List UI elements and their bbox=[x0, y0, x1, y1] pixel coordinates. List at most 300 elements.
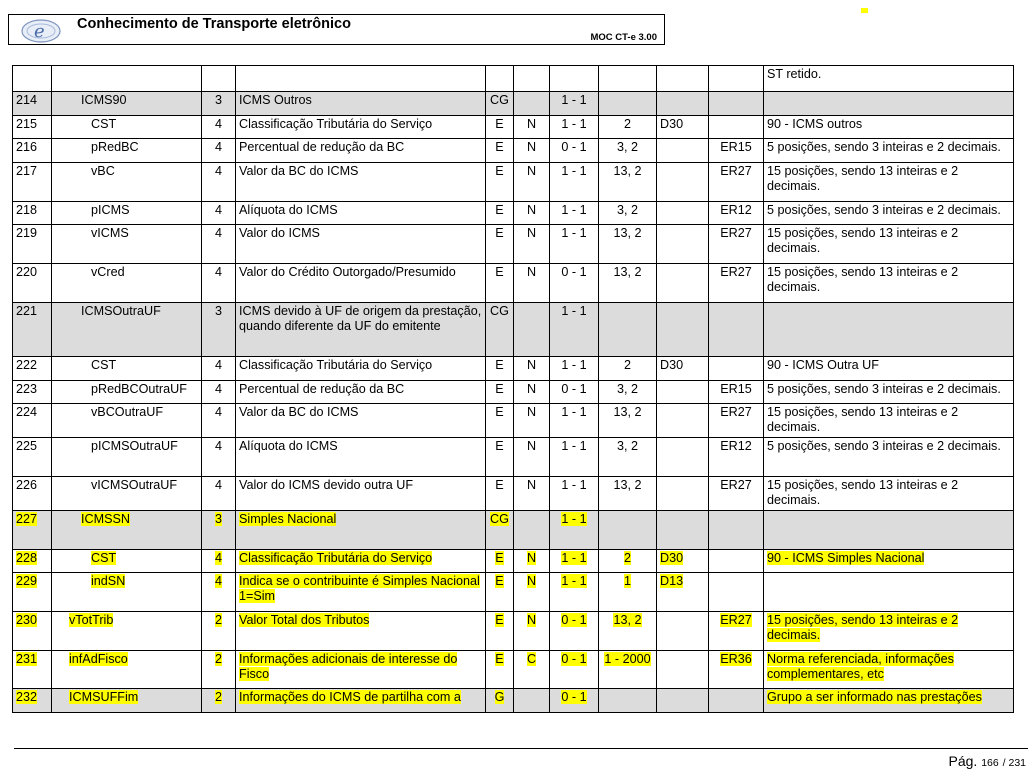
cell-occurrence bbox=[550, 115, 599, 139]
cell-size bbox=[599, 66, 657, 92]
cell-field-name-text: indSN bbox=[91, 574, 126, 589]
cell-domain bbox=[657, 650, 709, 689]
cell-element-text: CG bbox=[490, 93, 509, 107]
table-row bbox=[13, 380, 1014, 404]
cell-type bbox=[514, 264, 550, 303]
cell-field-name-text: vTotTrib bbox=[69, 612, 114, 627]
cell-element bbox=[486, 356, 514, 380]
cell-number-text: 222 bbox=[16, 357, 38, 372]
cell-number-text: 220 bbox=[16, 265, 38, 280]
cell-occurrence bbox=[550, 163, 599, 202]
table-row bbox=[13, 650, 1014, 689]
cell-element-text: CG bbox=[490, 303, 509, 318]
cell-level bbox=[202, 356, 236, 380]
cell-level bbox=[202, 549, 236, 573]
cell-observation-text: 15 posições, sendo 13 inteiras e 2 decimais. bbox=[767, 226, 959, 256]
cell-type-text: N bbox=[526, 381, 537, 396]
cell-number bbox=[13, 611, 52, 650]
table-row bbox=[13, 115, 1014, 139]
cell-element-text: E bbox=[495, 439, 504, 454]
cell-element-text: E bbox=[495, 357, 504, 372]
cell-rule-text: ER27 bbox=[720, 226, 752, 241]
cell-rule bbox=[709, 163, 764, 202]
cell-description bbox=[236, 438, 486, 477]
cell-rule bbox=[709, 356, 764, 380]
cell-number bbox=[13, 356, 52, 380]
cell-number bbox=[13, 264, 52, 303]
cell-field-name-text: ICMS90 bbox=[81, 93, 127, 107]
cell-number bbox=[13, 115, 52, 139]
cell-element-text: E bbox=[495, 612, 504, 627]
cell-size-text: 2 bbox=[623, 550, 631, 565]
cell-rule-text: ER36 bbox=[720, 651, 752, 666]
cell-observation bbox=[764, 201, 1014, 225]
cell-size bbox=[599, 404, 657, 438]
cell-number bbox=[13, 404, 52, 438]
cell-level-text: 4 bbox=[214, 226, 222, 241]
cell-level-text: 4 bbox=[214, 477, 222, 492]
cell-domain bbox=[657, 356, 709, 380]
cell-description-text: Informações do ICMS de partilha com a bbox=[239, 690, 461, 705]
cell-occurrence bbox=[550, 573, 599, 612]
cell-field-name-text: pICMS bbox=[91, 202, 130, 217]
cell-field-name-text: CST bbox=[91, 550, 117, 565]
cell-occurrence bbox=[550, 404, 599, 438]
cell-field-name bbox=[52, 115, 202, 139]
cell-size bbox=[599, 438, 657, 477]
cell-size bbox=[599, 573, 657, 612]
cell-occurrence-text: 1 - 1 bbox=[561, 202, 587, 217]
cell-element bbox=[486, 476, 514, 510]
cell-field-name bbox=[52, 510, 202, 549]
cell-description bbox=[236, 201, 486, 225]
cell-description-text: Percentual de redução da BC bbox=[239, 140, 405, 155]
cell-level-text: 4 bbox=[214, 140, 222, 155]
table-row bbox=[13, 611, 1014, 650]
cell-description bbox=[236, 356, 486, 380]
cell-occurrence bbox=[550, 650, 599, 689]
cell-level bbox=[202, 689, 236, 713]
cell-rule bbox=[709, 139, 764, 163]
cell-number-text: 227 bbox=[16, 511, 38, 526]
cell-rule bbox=[709, 225, 764, 264]
cell-type-text: N bbox=[526, 265, 537, 280]
cell-description bbox=[236, 611, 486, 650]
cell-description bbox=[236, 689, 486, 713]
cell-element-text: E bbox=[495, 477, 504, 492]
cell-occurrence-text: 0 - 1 bbox=[561, 690, 587, 705]
cell-domain bbox=[657, 404, 709, 438]
cell-type-text: N bbox=[526, 357, 537, 372]
cell-occurrence-text: 0 - 1 bbox=[561, 651, 587, 666]
footer-divider bbox=[14, 748, 1028, 749]
cell-field-name bbox=[52, 92, 202, 116]
cell-level bbox=[202, 264, 236, 303]
cell-field-name-text: infAdFisco bbox=[69, 651, 128, 666]
cell-domain-text: D30 bbox=[660, 550, 684, 565]
cell-rule bbox=[709, 650, 764, 689]
cell-occurrence bbox=[550, 689, 599, 713]
cell-domain bbox=[657, 380, 709, 404]
cell-observation bbox=[764, 650, 1014, 689]
cell-description-text: Valor da BC do ICMS bbox=[239, 164, 359, 179]
cell-domain bbox=[657, 549, 709, 573]
cell-level-text: 3 bbox=[214, 93, 222, 107]
cell-field-name-text: pICMSOutraUF bbox=[91, 439, 178, 454]
cell-domain bbox=[657, 201, 709, 225]
cell-occurrence bbox=[550, 66, 599, 92]
cell-description-text: Alíquota do ICMS bbox=[239, 202, 338, 217]
cell-type bbox=[514, 573, 550, 612]
cell-occurrence-text: 1 - 1 bbox=[561, 574, 587, 589]
cell-number-text: 229 bbox=[16, 574, 38, 589]
cell-description-text: Classificação Tributária do Serviço bbox=[239, 357, 433, 372]
cell-observation-text: 5 posições, sendo 3 inteiras e 2 decimais. bbox=[767, 202, 1001, 217]
cell-description bbox=[236, 510, 486, 549]
cell-size-text: 13, 2 bbox=[613, 265, 642, 280]
cell-element bbox=[486, 139, 514, 163]
cell-element bbox=[486, 115, 514, 139]
cell-description bbox=[236, 139, 486, 163]
cell-occurrence-text: 1 - 1 bbox=[561, 550, 587, 565]
cell-occurrence-text: 0 - 1 bbox=[561, 381, 587, 396]
cell-occurrence-text: 1 - 1 bbox=[561, 477, 587, 492]
cell-occurrence bbox=[550, 139, 599, 163]
cell-type bbox=[514, 302, 550, 356]
cell-size bbox=[599, 201, 657, 225]
page-footer bbox=[949, 753, 1026, 769]
cell-element bbox=[486, 225, 514, 264]
cell-description bbox=[236, 302, 486, 356]
cell-observation-text: 5 posições, sendo 3 inteiras e 2 decimais. bbox=[767, 381, 1001, 396]
cell-description-text: Simples Nacional bbox=[239, 511, 337, 526]
page-total: / 231 bbox=[1002, 757, 1026, 769]
cell-size-text: 1 bbox=[623, 574, 631, 589]
cell-field-name bbox=[52, 476, 202, 510]
cell-size-text: 13, 2 bbox=[613, 164, 642, 179]
cell-field-name bbox=[52, 549, 202, 573]
cell-number-text: 216 bbox=[16, 140, 38, 155]
cell-level bbox=[202, 92, 236, 116]
cell-rule bbox=[709, 404, 764, 438]
cell-element bbox=[486, 438, 514, 477]
cell-type-text: N bbox=[526, 202, 537, 217]
cell-element-text: E bbox=[495, 405, 504, 420]
cell-level bbox=[202, 201, 236, 225]
cell-observation bbox=[764, 163, 1014, 202]
cell-domain bbox=[657, 264, 709, 303]
cell-number bbox=[13, 476, 52, 510]
cell-number bbox=[13, 438, 52, 477]
cell-type bbox=[514, 139, 550, 163]
cell-level bbox=[202, 225, 236, 264]
cell-element-text: E bbox=[495, 574, 504, 589]
cell-size-text: 1 - 2000 bbox=[604, 651, 651, 666]
cell-size bbox=[599, 264, 657, 303]
cell-field-name bbox=[52, 264, 202, 303]
cell-occurrence-text: 1 - 1 bbox=[561, 116, 587, 131]
cell-rule-text: ER15 bbox=[720, 381, 752, 396]
cell-number bbox=[13, 380, 52, 404]
cell-occurrence-text: 1 - 1 bbox=[561, 405, 587, 420]
cell-element bbox=[486, 573, 514, 612]
cell-observation bbox=[764, 510, 1014, 549]
cell-field-name bbox=[52, 356, 202, 380]
cell-rule-text: ER27 bbox=[720, 164, 752, 179]
cell-type bbox=[514, 650, 550, 689]
cell-number-text: 231 bbox=[16, 651, 38, 666]
cell-description-text: Percentual de redução da BC bbox=[239, 381, 405, 396]
cell-description bbox=[236, 549, 486, 573]
cell-level-text: 4 bbox=[214, 381, 222, 396]
cell-type bbox=[514, 689, 550, 713]
cell-occurrence-text: 1 - 1 bbox=[561, 164, 587, 179]
cell-observation bbox=[764, 380, 1014, 404]
table-row bbox=[13, 510, 1014, 549]
cell-occurrence-text: 1 - 1 bbox=[561, 511, 587, 526]
cell-rule bbox=[709, 380, 764, 404]
cell-number-text: 221 bbox=[16, 303, 38, 318]
cell-element-text: E bbox=[495, 381, 504, 396]
cell-number-text: 219 bbox=[16, 226, 38, 241]
cell-element-text: E bbox=[495, 550, 504, 565]
table-row bbox=[13, 302, 1014, 356]
cell-element bbox=[486, 302, 514, 356]
cell-level-text: 4 bbox=[214, 265, 222, 280]
table-row bbox=[13, 139, 1014, 163]
cell-observation bbox=[764, 302, 1014, 356]
cell-field-name bbox=[52, 380, 202, 404]
cell-rule-text: ER12 bbox=[720, 439, 752, 454]
cell-field-name-text: vCred bbox=[91, 265, 125, 280]
cell-level bbox=[202, 163, 236, 202]
cell-occurrence bbox=[550, 356, 599, 380]
cell-size bbox=[599, 302, 657, 356]
cell-size bbox=[599, 225, 657, 264]
cell-type bbox=[514, 549, 550, 573]
cell-domain-text: D30 bbox=[660, 357, 684, 372]
cell-field-name bbox=[52, 66, 202, 92]
cell-observation bbox=[764, 264, 1014, 303]
cell-observation bbox=[764, 92, 1014, 116]
cell-type-text: N bbox=[526, 405, 537, 420]
cell-number-text: 224 bbox=[16, 405, 38, 420]
cell-occurrence-text: 1 - 1 bbox=[561, 93, 587, 107]
cell-level bbox=[202, 476, 236, 510]
table-row bbox=[13, 438, 1014, 477]
cell-description-text: Valor do ICMS bbox=[239, 226, 320, 241]
cell-element bbox=[486, 163, 514, 202]
cell-number bbox=[13, 163, 52, 202]
field-table bbox=[12, 65, 1014, 713]
cell-domain bbox=[657, 611, 709, 650]
cell-size-text: 13, 2 bbox=[613, 226, 642, 241]
cell-domain bbox=[657, 302, 709, 356]
cell-field-name-text: CST bbox=[91, 357, 117, 372]
cell-occurrence-text: 0 - 1 bbox=[561, 140, 587, 155]
cell-type bbox=[514, 356, 550, 380]
cell-size-text: 3, 2 bbox=[616, 202, 638, 217]
cell-observation-text: 15 posições, sendo 13 inteiras e 2 decimais. bbox=[767, 164, 959, 194]
cell-rule-text: ER27 bbox=[720, 612, 752, 627]
cell-type-text: N bbox=[526, 574, 537, 589]
cell-occurrence-text: 1 - 1 bbox=[561, 303, 587, 318]
cell-number bbox=[13, 573, 52, 612]
cell-number bbox=[13, 302, 52, 356]
page-number: 166 bbox=[981, 757, 999, 769]
cell-size bbox=[599, 356, 657, 380]
cell-element-text: CG bbox=[490, 511, 509, 526]
cell-level-text: 3 bbox=[214, 303, 222, 318]
cell-field-name bbox=[52, 302, 202, 356]
cell-observation bbox=[764, 549, 1014, 573]
cell-level bbox=[202, 115, 236, 139]
document-header bbox=[8, 14, 665, 45]
cell-description-text: ICMS Outros bbox=[239, 93, 312, 107]
cell-level-text: 4 bbox=[214, 116, 222, 131]
cell-observation bbox=[764, 139, 1014, 163]
cell-number-text: 223 bbox=[16, 381, 38, 396]
cell-rule bbox=[709, 264, 764, 303]
cell-level-text: 2 bbox=[214, 690, 222, 705]
cell-number bbox=[13, 510, 52, 549]
cell-level-text: 3 bbox=[214, 511, 222, 526]
cell-description-text: Classificação Tributária do Serviço bbox=[239, 116, 433, 131]
cell-observation-text: 5 posições, sendo 3 inteiras e 2 decimais. bbox=[767, 140, 1001, 155]
table-row bbox=[13, 476, 1014, 510]
cell-description bbox=[236, 404, 486, 438]
cell-description-text: Valor da BC do ICMS bbox=[239, 405, 359, 420]
cell-type bbox=[514, 66, 550, 92]
cell-element bbox=[486, 380, 514, 404]
cell-occurrence bbox=[550, 380, 599, 404]
cell-field-name-text: ICMSOutraUF bbox=[81, 303, 161, 318]
cell-size bbox=[599, 689, 657, 713]
cell-domain bbox=[657, 163, 709, 202]
cell-element-text: G bbox=[494, 690, 505, 705]
table-row bbox=[13, 573, 1014, 612]
cell-rule bbox=[709, 92, 764, 116]
cell-level bbox=[202, 139, 236, 163]
cell-element-text: E bbox=[495, 651, 504, 666]
cell-number-text: 226 bbox=[16, 477, 38, 492]
cell-size-text: 2 bbox=[623, 116, 631, 131]
cell-element bbox=[486, 92, 514, 116]
cell-description bbox=[236, 66, 486, 92]
cell-type-text: N bbox=[526, 116, 537, 131]
cell-number bbox=[13, 92, 52, 116]
cell-element bbox=[486, 689, 514, 713]
cell-level-text: 4 bbox=[214, 202, 222, 217]
cell-field-name bbox=[52, 225, 202, 264]
cell-element-text: E bbox=[495, 164, 504, 179]
cell-size bbox=[599, 92, 657, 116]
cell-type bbox=[514, 380, 550, 404]
cell-observation-text: 5 posições, sendo 3 inteiras e 2 decimais. bbox=[767, 439, 1001, 454]
cell-description bbox=[236, 115, 486, 139]
cell-type-text: N bbox=[526, 612, 537, 627]
cell-domain-text: D13 bbox=[660, 574, 684, 589]
cell-size-text: 3, 2 bbox=[616, 140, 638, 155]
cell-size bbox=[599, 611, 657, 650]
e-logo-icon bbox=[19, 16, 63, 44]
cell-number-text: 232 bbox=[16, 690, 38, 705]
highlight-mark bbox=[861, 8, 868, 13]
cell-rule-text: ER27 bbox=[720, 265, 752, 280]
cell-element-text: E bbox=[495, 116, 504, 131]
cell-size bbox=[599, 115, 657, 139]
cell-observation-text: 15 posições, sendo 13 inteiras e 2 decimais. bbox=[767, 477, 959, 507]
cell-field-name-text: vICMSOutraUF bbox=[91, 477, 178, 492]
cell-domain-text: D30 bbox=[660, 116, 684, 131]
cell-domain bbox=[657, 66, 709, 92]
cell-level bbox=[202, 438, 236, 477]
table-row bbox=[13, 201, 1014, 225]
cell-occurrence-text: 0 - 1 bbox=[561, 612, 587, 627]
cell-field-name bbox=[52, 404, 202, 438]
cell-rule-text: ER15 bbox=[720, 140, 752, 155]
cell-observation bbox=[764, 573, 1014, 612]
cell-description bbox=[236, 380, 486, 404]
cell-size-text: 2 bbox=[623, 357, 631, 372]
cell-type bbox=[514, 201, 550, 225]
cell-description bbox=[236, 225, 486, 264]
cell-number bbox=[13, 650, 52, 689]
table-row bbox=[13, 225, 1014, 264]
cell-type bbox=[514, 115, 550, 139]
cell-type bbox=[514, 404, 550, 438]
cell-level-text: 4 bbox=[214, 550, 222, 565]
cell-size bbox=[599, 476, 657, 510]
cell-type-text: N bbox=[526, 140, 537, 155]
cell-element bbox=[486, 611, 514, 650]
cell-number bbox=[13, 201, 52, 225]
cell-number bbox=[13, 225, 52, 264]
cell-rule bbox=[709, 476, 764, 510]
cell-type-text: N bbox=[526, 550, 537, 565]
cell-field-name bbox=[52, 201, 202, 225]
cell-type bbox=[514, 92, 550, 116]
cell-field-name bbox=[52, 611, 202, 650]
cell-occurrence bbox=[550, 549, 599, 573]
cell-size bbox=[599, 163, 657, 202]
cell-size bbox=[599, 139, 657, 163]
cell-field-name-text: ICMSUFFim bbox=[69, 690, 139, 705]
cell-domain bbox=[657, 225, 709, 264]
cell-occurrence bbox=[550, 201, 599, 225]
cell-field-name-text: vICMS bbox=[91, 226, 129, 241]
cell-type-text: N bbox=[526, 477, 537, 492]
cell-type-text: N bbox=[526, 226, 537, 241]
table-row bbox=[13, 356, 1014, 380]
cell-domain bbox=[657, 438, 709, 477]
cell-observation bbox=[764, 404, 1014, 438]
cell-element-text: E bbox=[495, 265, 504, 280]
cell-element-text: E bbox=[495, 226, 504, 241]
cell-observation-text: Norma referenciada, informações complementares, etc bbox=[767, 651, 954, 681]
cell-field-name-text: ICMSSN bbox=[81, 511, 130, 526]
cell-description-text: Valor do Crédito Outorgado/Presumido bbox=[239, 265, 456, 280]
cell-observation bbox=[764, 115, 1014, 139]
cell-type bbox=[514, 438, 550, 477]
cell-level-text: 4 bbox=[214, 357, 222, 372]
table-row bbox=[13, 404, 1014, 438]
cell-number bbox=[13, 549, 52, 573]
cell-field-name bbox=[52, 650, 202, 689]
cell-description-text: Indica se o contribuinte é Simples Nacional 1=Sim bbox=[239, 574, 480, 604]
cell-element bbox=[486, 549, 514, 573]
cell-number bbox=[13, 689, 52, 713]
